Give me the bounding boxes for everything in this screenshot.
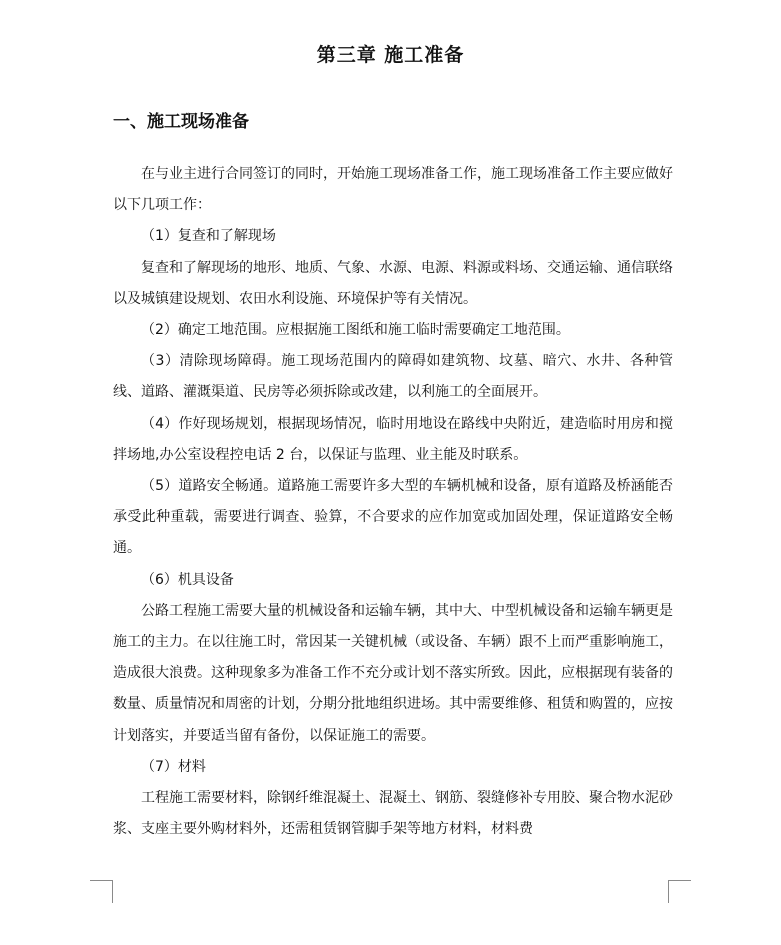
paragraph: （3）清除现场障碍。施工现场范围内的障碍如建筑物、坟墓、暗穴、水井、各种管线、道路、灌溉渠道、民房等必须拆除或改建，以利施工的全面展开。 <box>113 353 673 401</box>
paragraph: （7）材料 <box>141 758 206 775</box>
paragraph: （5）道路安全畅通。道路施工需要许多大型的车辆机械和设备，原有道路及桥涵能否承受此种重载，需要进行调查、验算，不合要求的应作加宽或加固处理，保证道路安全畅通。 <box>113 478 673 557</box>
paragraph: （2）确定工地范围。应根据施工图纸和施工临时需要确定工地范围。 <box>141 322 570 339</box>
chapter-title: 第三章 施工准备 <box>316 44 465 66</box>
paragraph: （1）复查和了解现场 <box>141 228 276 245</box>
paragraph: （4）作好现场规划，根据现场情况，临时用地设在路线中央附近，建造临时用房和搅拌场地,办公室设程控电话 2 台，以保证与监理、业主能及时联系。 <box>113 415 673 463</box>
paragraph: 在与业主进行合同签订的同时，开始施工现场准备工作，施工现场准备工作主要应做好以下几项工作： <box>113 166 673 214</box>
body-text <box>113 159 673 845</box>
page-corner-mark-right <box>668 880 691 903</box>
paragraph: 工程施工需要材料，除钢纤维混凝土、混凝土、钢筋、裂缝修补专用胶、聚合物水泥砂浆、支座主要外购材料外，还需租赁钢管脚手架等地方材料，材料费 <box>113 790 673 838</box>
page-corner-mark-left <box>90 880 113 903</box>
paragraph: 公路工程施工需要大量的机械设备和运输车辆，其中大、中型机械设备和运输车辆更是施工的主力。在以往施工时，常因某一关键机械（或设备、车辆）跟不上而严重影响施工，造成很大浪费。这种现象多为准备工作不充分或计划不落实所致。因此，应根据现有装备的数量、质量情况和周密的计划，分期分批地组织进场。其中需要维修、租赁和购置的，应按计划落实，并要适当留有备份，以保证施工的需要。 <box>113 602 673 744</box>
section-heading: 一、施工现场准备 <box>113 112 249 132</box>
paragraph: （6）机具设备 <box>141 571 234 588</box>
paragraph: 复查和了解现场的地形、地质、气象、水源、电源、料源或料场、交通运输、通信联络以及城镇建设规划、农田水利设施、环境保护等有关情况。 <box>113 259 673 307</box>
